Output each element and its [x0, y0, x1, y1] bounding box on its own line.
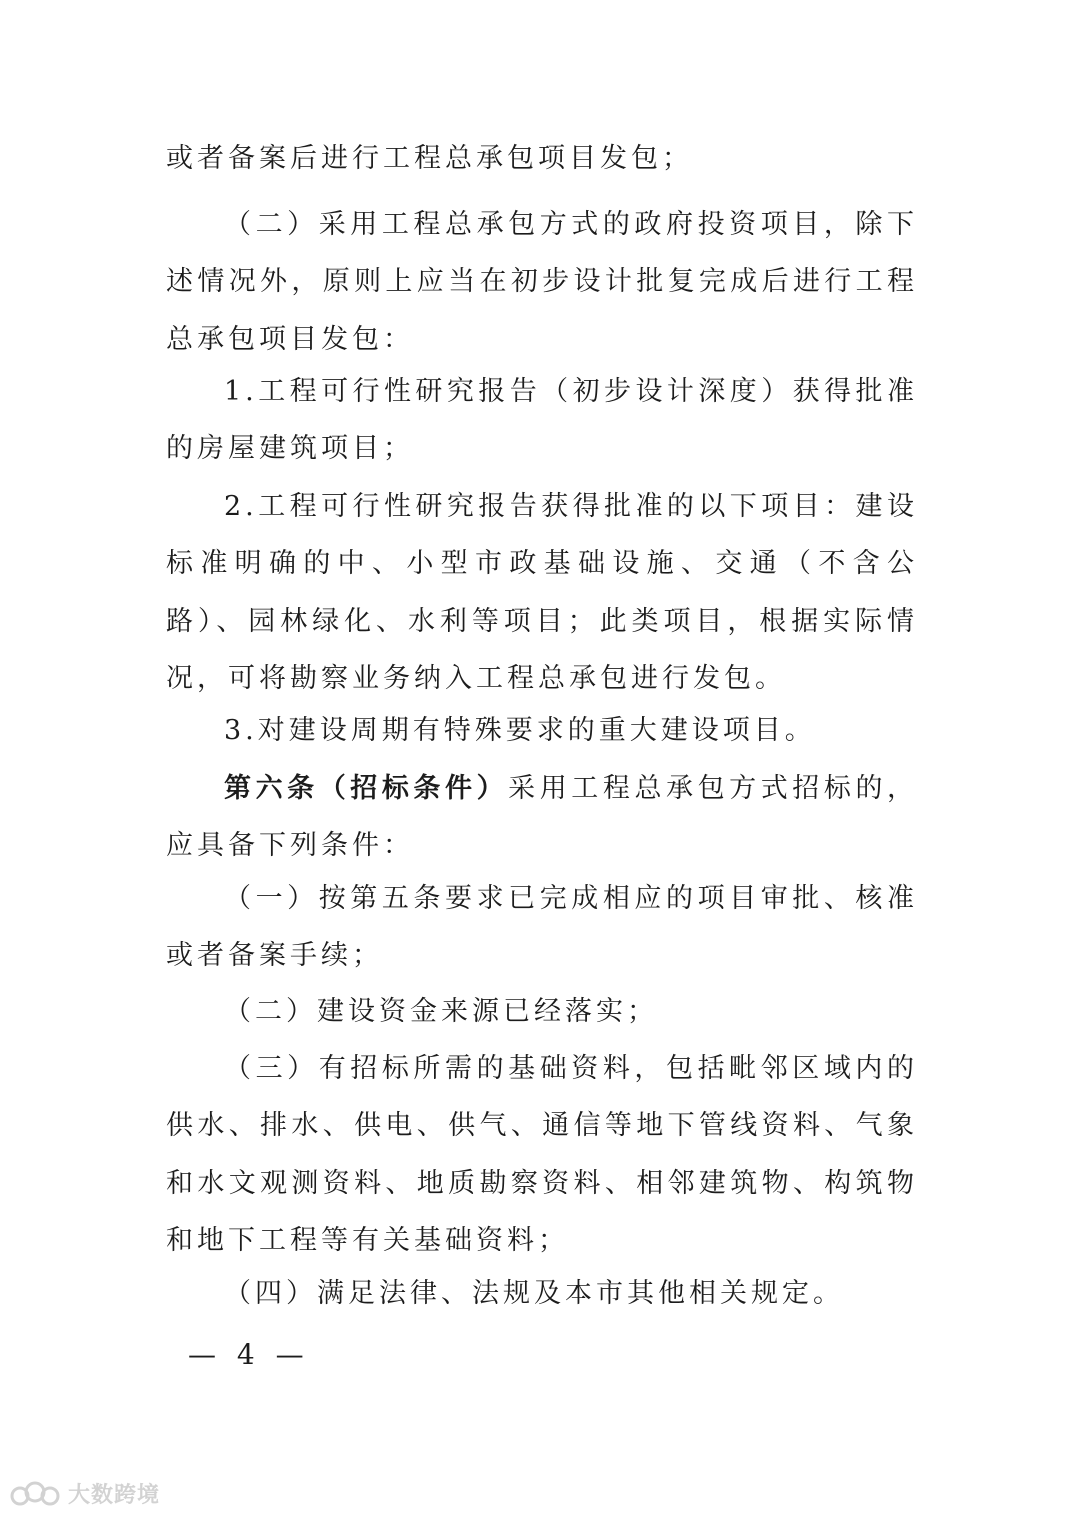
- watermark: [10, 1478, 160, 1509]
- condition-item-4: （四）满足法律、法规及本市其他相关规定。: [224, 1278, 844, 1309]
- cloud-logo-icon: [10, 1481, 62, 1507]
- condition-item-2: （二）建设资金来源已经落实；: [224, 996, 658, 1027]
- article-body: 采用工程总承包方式招标的，应具备下列条件：: [166, 773, 919, 862]
- paragraph-subitem-1: 1.工程可行性研究报告（初步设计深度）获得批准的房屋建筑项目；: [166, 376, 918, 465]
- paragraph-item-2: （二）采用工程总承包方式的政府投资项目，除下述情况外，原则上应当在初步设计批复完成后进行工程总承包项目发包：: [166, 209, 918, 355]
- watermark-text: 大数跨境: [68, 1483, 161, 1508]
- paragraph-article-6: [166, 760, 918, 875]
- condition-item-1: （一）按第五条要求已完成相应的项目审批、核准或者备案手续；: [166, 883, 918, 972]
- page-number: — 4 —: [188, 1338, 310, 1371]
- paragraph-subitem-2: 2.工程可行性研究报告获得批准的以下项目：建设标准明确的中、小型市政基础设施、交通（不含公路）、园林绿化、水利等项目；此类项目，根据实际情况，可将勘察业务纳入工程总承包进行发包。: [166, 491, 918, 695]
- condition-item-3: （三）有招标所需的基础资料，包括毗邻区域内的供水、排水、供电、供气、通信等地下管线资料、气象和水文观测资料、地质勘察资料、相邻建筑物、构筑物和地下工程等有关基础资料；: [166, 1053, 918, 1257]
- paragraph-subitem-3: 3.对建设周期有特殊要求的重大建设项目。: [224, 715, 816, 746]
- paragraph-continuation: 或者备案后进行工程总承包项目发包；: [166, 143, 693, 174]
- article-heading: 第六条（招标条件）: [224, 773, 509, 804]
